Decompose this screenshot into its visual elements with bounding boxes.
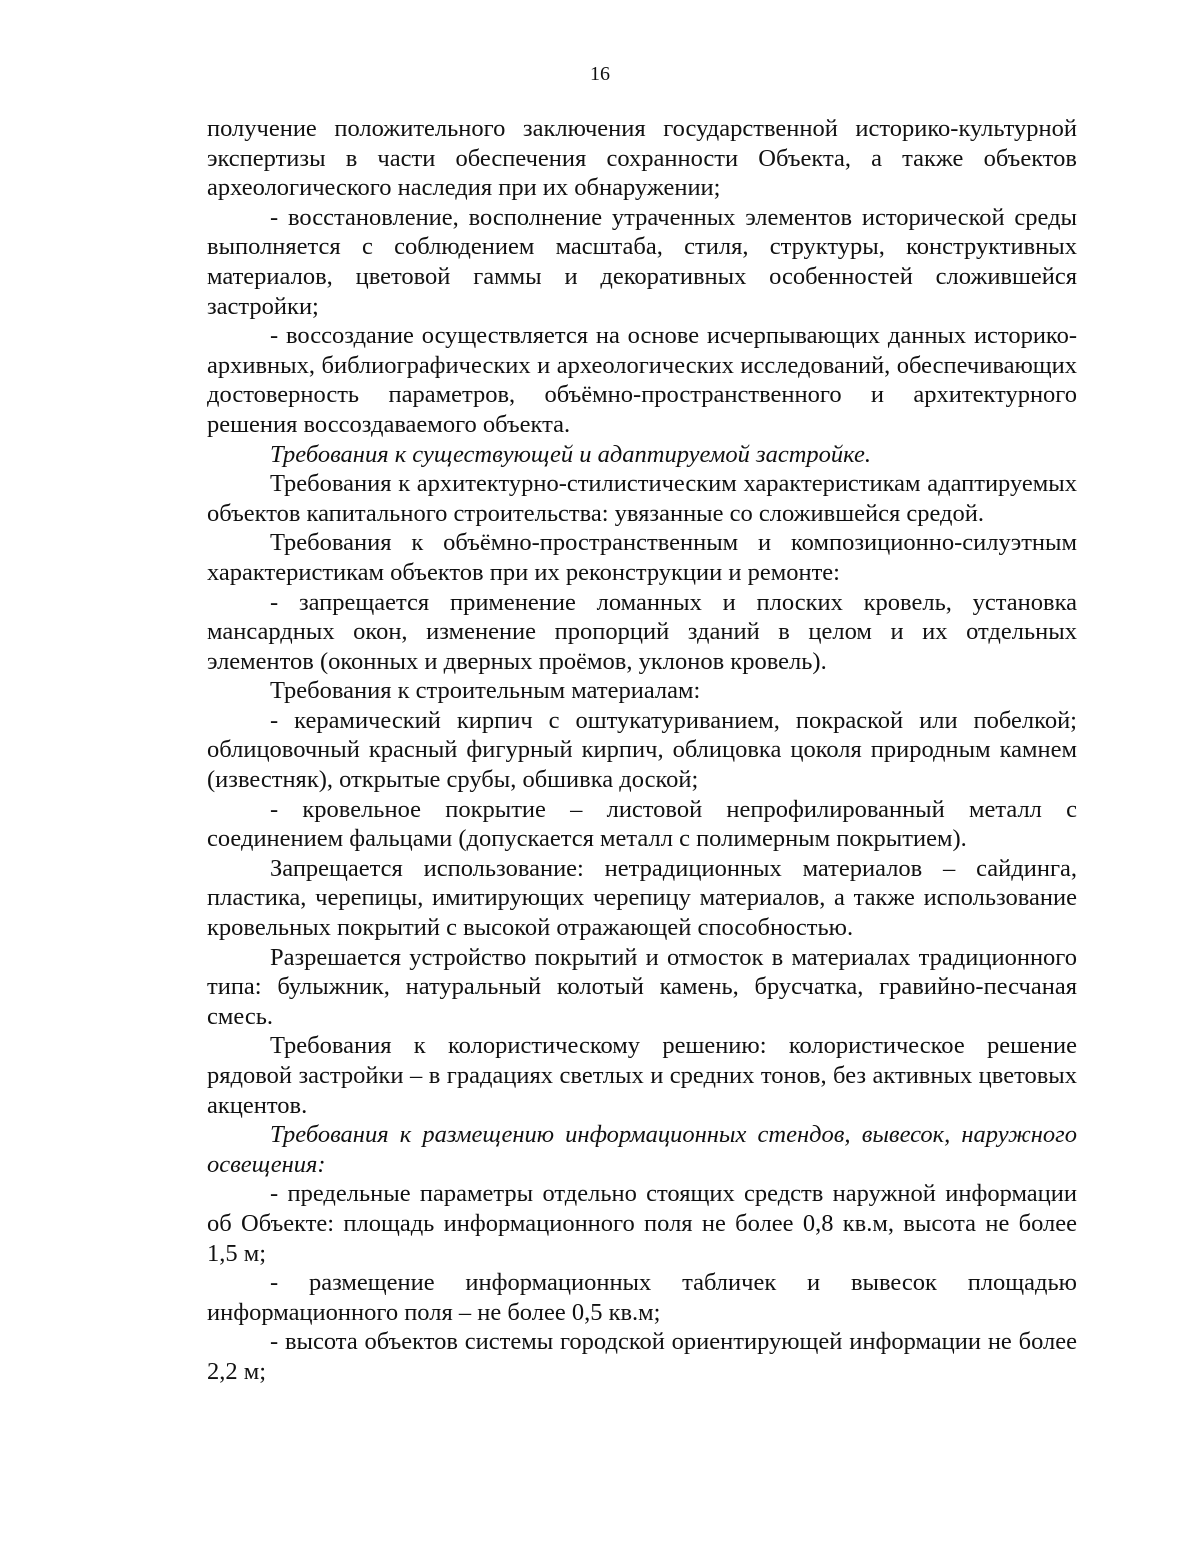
- paragraph-architectural-style: Требования к архитектурно-стилистическим характеристикам адаптируемых объектов капитального строительства: увязанные со сложившейся средой.: [207, 470, 1077, 527]
- document-body: [207, 114, 1077, 1387]
- paragraph-plates-signs: - размещение информационных табличек и вывесок площадью информационного поля – не более 0,5 кв.м;: [207, 1269, 1077, 1326]
- paragraph-materials-heading: Требования к строительным материалам:: [270, 677, 701, 705]
- paragraph-recreation: - воссоздание осуществляется на основе исчерпывающих данных историко-архивных, библиографических и археологических исследований, обеспечивающих достоверность параметров, объёмно-пространственного и архитектурного решения воссоздаваемого объекта.: [207, 322, 1077, 438]
- paragraph-volume-requirements: Требования к объёмно-пространственным и композиционно-силуэтным характеристикам объектов при их реконструкции и ремонте:: [207, 529, 1077, 586]
- paragraph-restoration: - восстановление, восполнение утраченных элементов исторической среды выполняется с соблюдением масштаба, стиля, структуры, конструктивных материалов, цветовой гаммы и декоративных особенностей сложившейся застройки;: [207, 203, 1077, 320]
- paragraph-expertise: получение положительного заключения государственной историко-культурной экспертизы в части обеспечения сохранности Объекта, а также объектов археологического наследия при их обнаружении;: [207, 115, 1077, 202]
- paragraph-standalone-info: - предельные параметры отдельно стоящих средств наружной информации об Объекте: площадь информационного поля не более 0,8 кв.м, высота не более 1,5 м;: [207, 1180, 1077, 1267]
- section-heading-signage: Требования к размещению информационных стендов, вывесок, наружного освещения:: [207, 1121, 1077, 1178]
- section-heading-existing-buildings: Требования к существующей и адаптируемой застройке.: [270, 440, 871, 468]
- paragraph-prohibited-materials: Запрещается использование: нетрадиционных материалов – сайдинга, пластика, черепицы, имитирующих черепицу материалов, а также использование кровельных покрытий с высокой отражающей способностью.: [207, 854, 1077, 942]
- paragraph-roofing: - кровельное покрытие – листовой непрофилированный металл с соединением фальцами (допускается металл с полимерным покрытием).: [207, 795, 1077, 853]
- paragraph-orientation-height: - высота объектов системы городской ориентирующей информации не более 2,2 м;: [207, 1328, 1077, 1385]
- paragraph-roof-prohibition: - запрещается применение ломанных и плоских кровель, установка мансардных окон, изменение пропорций зданий в целом и их отдельных элементов (оконных и дверных проёмов, уклонов кровель).: [207, 588, 1077, 675]
- paragraph-color-scheme: Требования к колористическому решению: колористическое решение рядовой застройки – в градациях светлых и средних тонов, без активных цветовых акцентов.: [207, 1032, 1077, 1119]
- page-number: 16: [590, 63, 610, 85]
- paragraph-allowed-paving: Разрешается устройство покрытий и отмосток в материалах традиционного типа: булыжник, натуральный колотый камень, брусчатка, гравийно-песчаная смесь.: [207, 943, 1077, 1030]
- paragraph-brick: - керамический кирпич с оштукатуриванием, покраской или побелкой; облицовочный красный фигурный кирпич, облицовка цоколя природным камнем (известняк), открытые срубы, обшивка доской;: [207, 706, 1077, 794]
